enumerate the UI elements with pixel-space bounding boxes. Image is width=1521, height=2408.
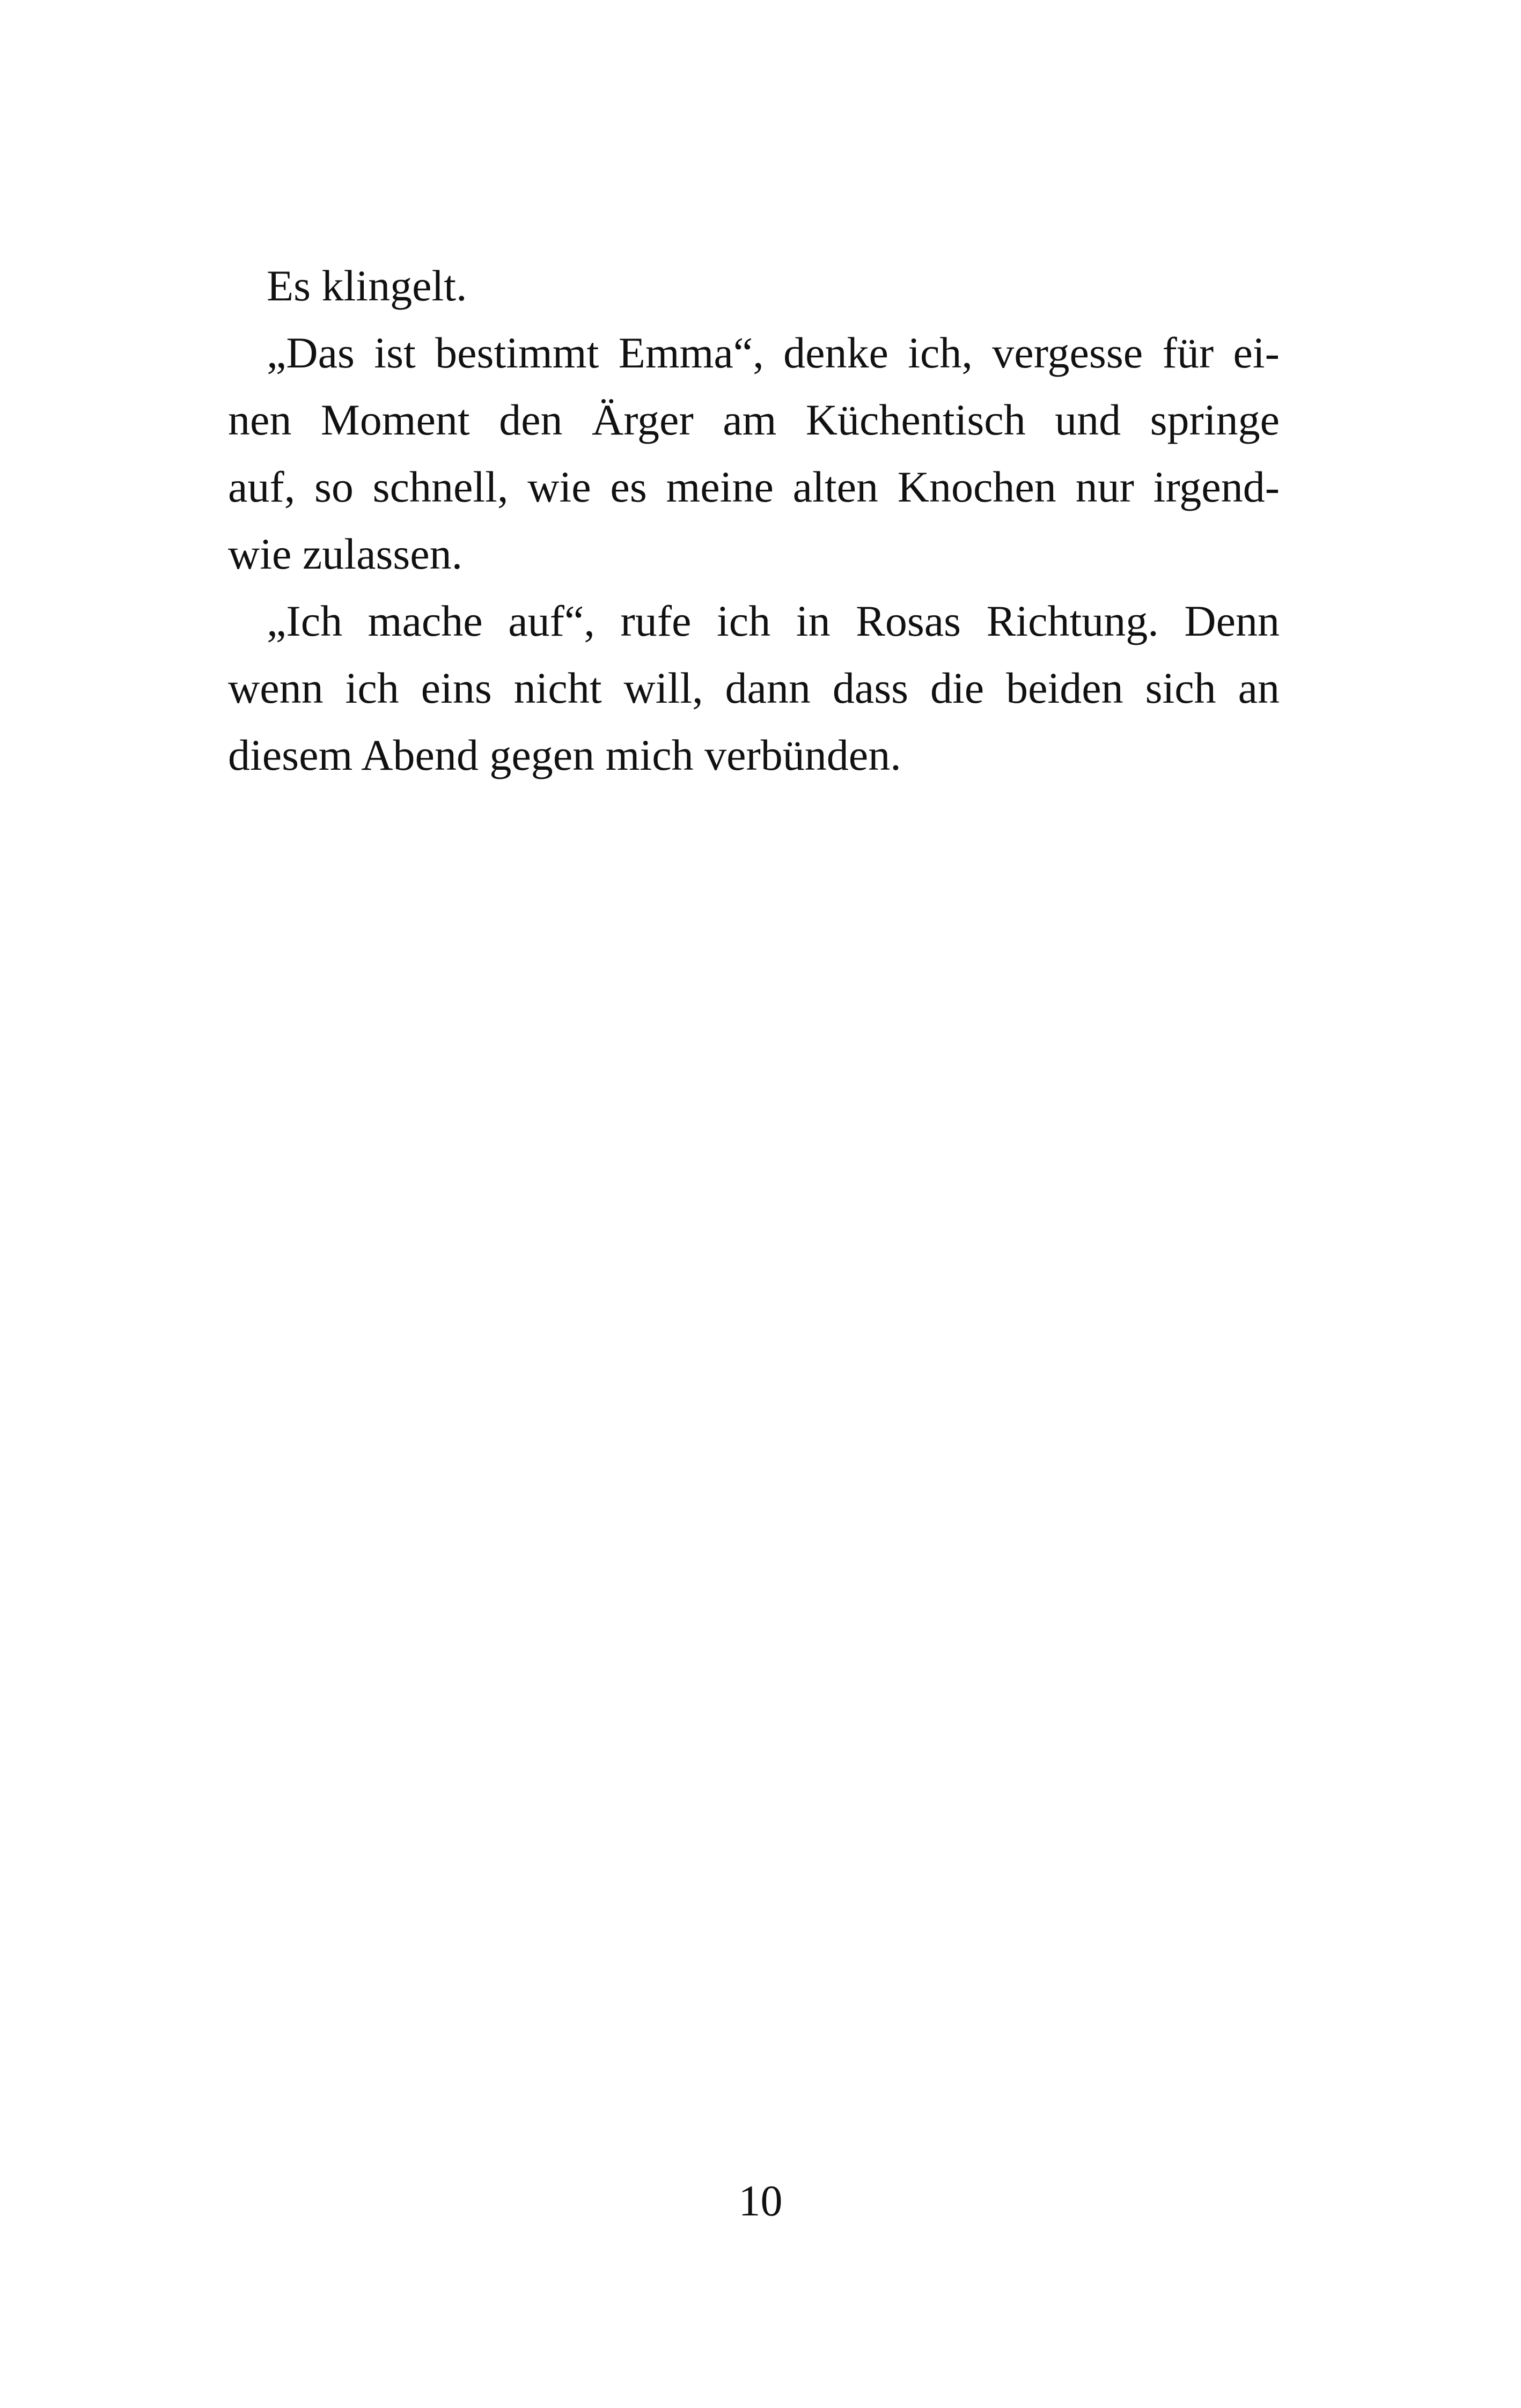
text-line: nen Moment den Ärger am Küchentisch und springe <box>228 395 1280 444</box>
page-number: 10 <box>738 2176 783 2225</box>
body-text <box>228 252 1280 789</box>
text-line: auf, so schnell, wie es meine alten Knochen nur irgend- <box>228 462 1280 511</box>
text-line: Es klingelt. <box>267 261 467 310</box>
text-line: wenn ich eins nicht will, dann dass die beiden sich an <box>228 664 1280 712</box>
text-line: wie zulassen. <box>228 529 463 578</box>
text-line: diesem Abend gegen mich verbünden. <box>228 731 901 779</box>
text-line: „Ich mache auf“, rufe ich in Rosas Richtung. Denn <box>267 597 1280 645</box>
text-line: „Das ist bestimmt Emma“, denke ich, vergesse für ei- <box>267 328 1280 377</box>
